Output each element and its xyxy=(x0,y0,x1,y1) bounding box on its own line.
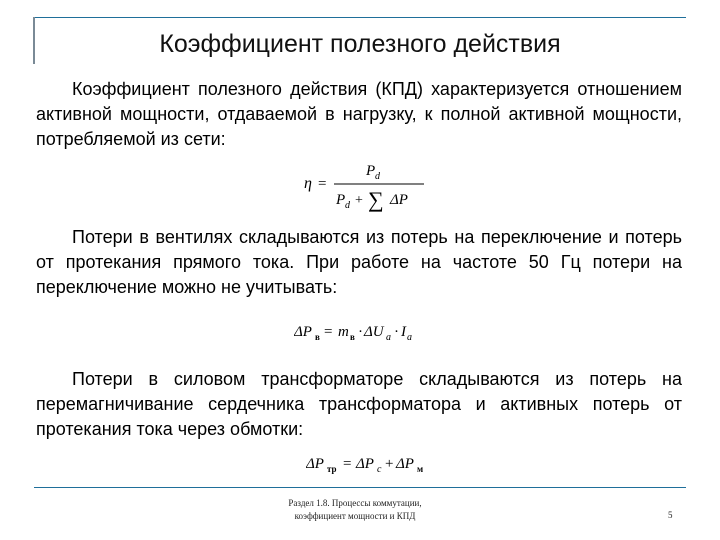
valve-m-sub: в xyxy=(350,332,355,342)
denominator-p: P xyxy=(336,192,346,208)
footer-line-2: коэффициент мощности и КПД xyxy=(294,511,416,521)
valve-dot1: · xyxy=(358,324,363,340)
valve-lhs: ΔP xyxy=(294,324,312,340)
tr-lhs: ΔP xyxy=(306,456,324,472)
footer-caption xyxy=(250,497,460,523)
paragraph-transformer-losses: Потери в силовом трансформаторе складываются из потерь на перемагничивание сердечника трансформатора и активных потерь от протекания тока через обмотки: xyxy=(36,369,682,439)
valve-du: ΔU xyxy=(364,324,384,340)
paragraph-efficiency: Коэффициент полезного действия (КПД) характеризуется отношением активной мощности, отдаваемой в нагрузку, к полной активной мощности, потребляемой из сети: xyxy=(36,79,682,149)
numerator-sub: d xyxy=(375,171,380,182)
valve-du-sub: a xyxy=(386,332,391,343)
footer-line-1: Раздел 1.8. Процессы коммутации, xyxy=(288,498,422,508)
valve-dot2: · xyxy=(394,324,399,340)
tr-lhs-sub: тр xyxy=(327,464,337,474)
formula-transformer-losses xyxy=(306,452,436,478)
numerator-p: P xyxy=(366,163,376,179)
valve-m: m xyxy=(338,324,349,340)
delta-p: ΔP xyxy=(390,192,408,208)
denominator-sub: d xyxy=(345,200,350,211)
slide-title: Коэффициент полезного действия xyxy=(159,30,561,58)
valve-lhs-sub: в xyxy=(315,332,320,342)
page-number: 5 xyxy=(668,510,673,520)
eta-symbol: η xyxy=(304,175,312,192)
formula-valve-losses xyxy=(294,318,434,346)
tr-pm-sub: м xyxy=(417,464,424,474)
plus-sign: + xyxy=(355,193,363,208)
tr-plus: + xyxy=(385,456,394,472)
tr-equals: = xyxy=(343,456,352,472)
valve-i-sub: a xyxy=(407,332,412,343)
formula-efficiency-svg xyxy=(302,155,432,213)
valve-i: I xyxy=(401,324,406,340)
frame-bottom-rule xyxy=(34,487,686,488)
formula-valve-losses-svg xyxy=(294,318,434,346)
tr-pc: ΔP xyxy=(356,456,374,472)
equals-sign: = xyxy=(318,176,327,192)
tr-pc-sub: c xyxy=(377,464,382,475)
tr-pm: ΔP xyxy=(396,456,414,472)
frame-top-rule xyxy=(34,17,686,18)
paragraph-valve-losses: Потери в вентилях складываются из потерь на переключение и потерь от протекания прямого тока. При работе на частоте 50 Гц потери на переключение можно не учитывать: xyxy=(36,227,682,297)
formula-transformer-losses-svg xyxy=(306,452,436,478)
valve-equals: = xyxy=(324,324,333,340)
formula-efficiency xyxy=(302,155,432,213)
sum-symbol: ∑ xyxy=(368,187,384,212)
